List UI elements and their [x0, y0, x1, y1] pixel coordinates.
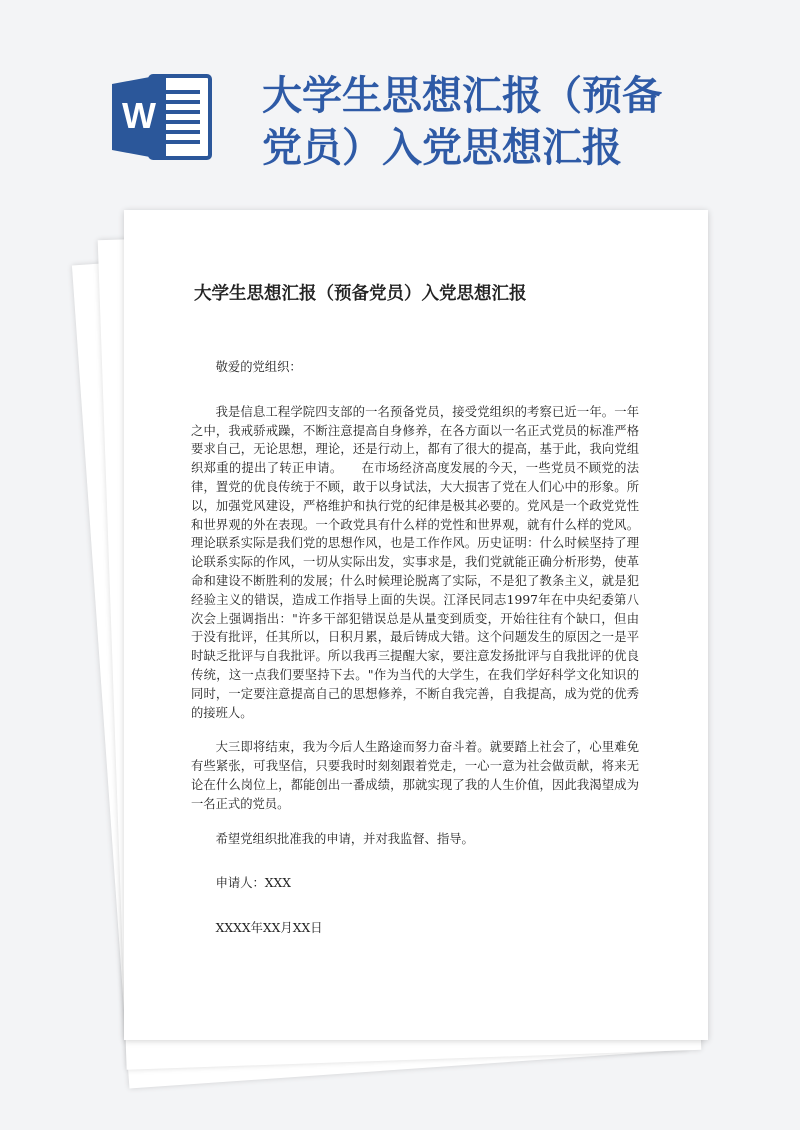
paragraph-2: 大三即将结束，我为今后人生路途而努力奋斗着。就要踏上社会了，心里难免有些紧张，可我坚信，只要我时时刻刻跟着党走，一心一意为社会做贡献，将来无论在什么岗位上，都能创出一番成绩，那就实现了我的人生价值，因此我渴望成为一名正式的党员。 — [191, 740, 639, 811]
paragraph-1: 我是信息工程学院四支部的一名预备党员，接受党组织的考察已近一年。一年之中，我戒骄戒躁，不断注意提高自身修养，在各方面以一名正式党员的标准严格要求自己，无论思想，理论，还是行动上，都有了很大的提高，基于此，我向党组织郑重的提出了转正申请。 在市场经济高度发展的今天，一些党员不顾党的法律，置党的优良传统于不顾，敢于以身试法，大大损害了党在人们心中的形象。所以，加强党风建设，严格维护和执行党的纪律是极其必要的。党风是一个政党党性和世界观的外在表现。一个政党具有什么样的党性和世界观，就有什么样的党风。理论联系实际是我们党的思想作风，也是工作作风。历史证明：什么时候坚持了理论联系实际的作风，一切从实际出发，实事求是，我们党就能正确分析形势，使革命和建设不断胜利的发展；什么时候理论脱离了实际，不是犯了教条主义，就是犯经验主义的错误，造成工作指导上面的失误。江泽民同志1997年在中央纪委第八次会上强调指出："许多干部犯错误总是从量变到质变，开始往往有个缺口，但由于没有批评，任其所以，日积月累，最后铸成大错。这个问题发生的原因之一是平时缺乏批评与自我批评。所以我再三提醒大家，要注意发扬批评与自我批评的优良传统，这一点我们要坚持下去。"作为当代的大学生，在我们学好科学文化知识的同时，一定要注意提高自己的思想修养，不断自我完善，自我提高，成为党的优秀的接班人。 — [191, 404, 639, 720]
closing-line: 希望党组织批准我的申请，并对我监督、指导。 — [215, 831, 474, 846]
document-page — [124, 210, 708, 1040]
applicant-line: 申请人：XXX — [215, 876, 292, 891]
word-document-icon — [110, 72, 214, 162]
logo-letter: W — [122, 95, 156, 136]
salutation: 敬爱的党组织： — [215, 360, 302, 374]
page-title — [262, 70, 762, 174]
page-title-line2: 党员）入党思想汇报 — [262, 125, 622, 171]
document-body — [191, 358, 639, 938]
document-title: 大学生思想汇报（预备党员）入党思想汇报 — [194, 284, 527, 304]
date-line: XXXX年XX月XX日 — [215, 921, 323, 936]
page-title-line1: 大学生思想汇报（预备 — [262, 73, 662, 119]
